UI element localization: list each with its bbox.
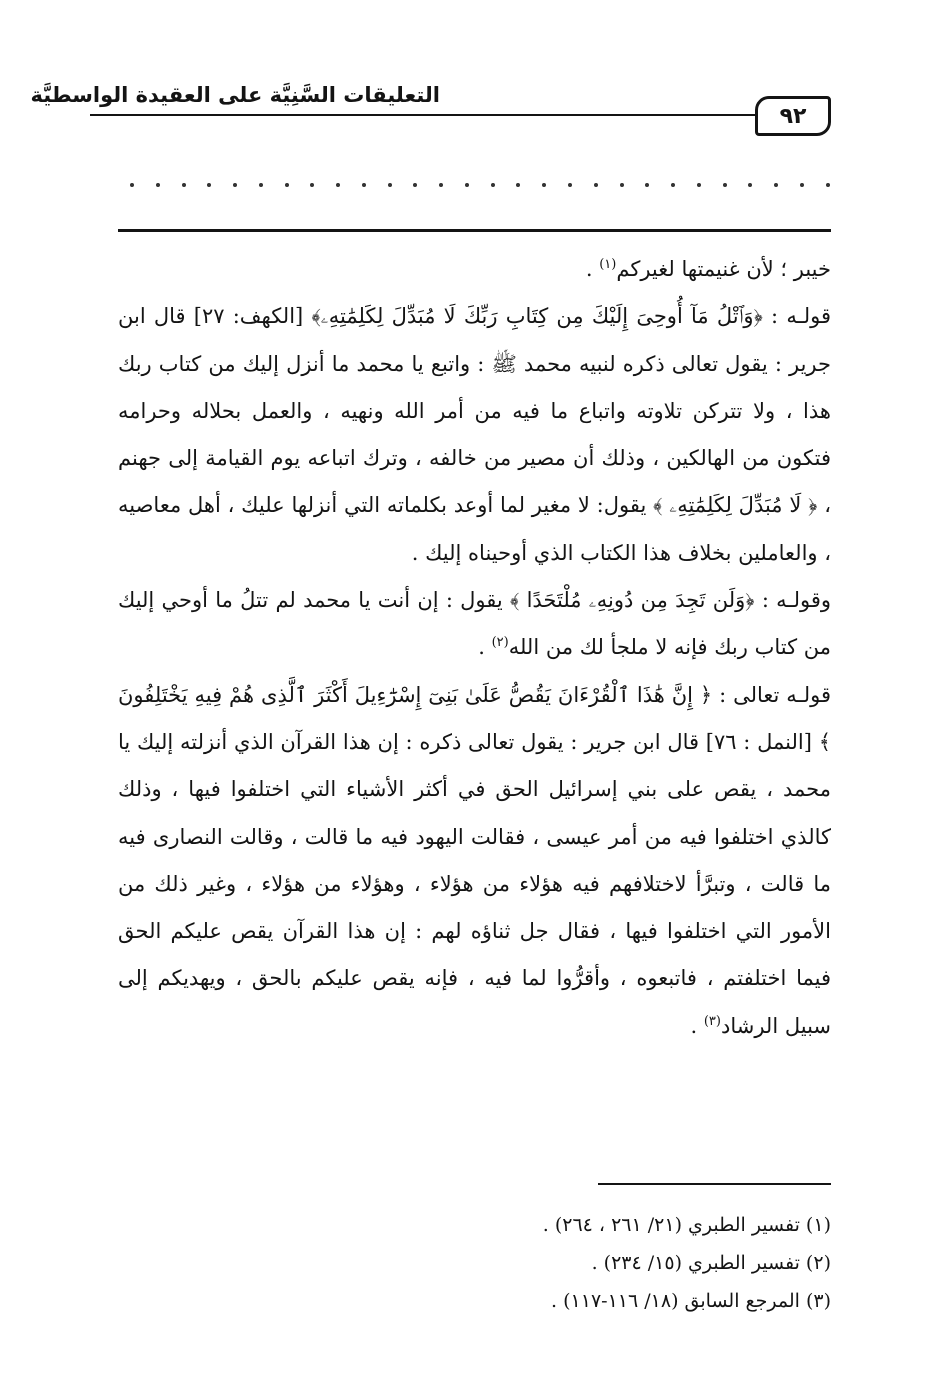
quran-verse: ﴿ لَا مُبَدِّلَ لِكَلِمَٰتِهِۦ ﴾ bbox=[653, 493, 818, 518]
dot bbox=[413, 183, 417, 187]
paragraph-end: . bbox=[690, 1013, 704, 1038]
dot bbox=[516, 183, 520, 187]
paragraph-2 bbox=[118, 293, 831, 577]
footnote-1: (١) تفسير الطبري (٢١/ ٢٦١ ، ٢٦٤) . bbox=[542, 1214, 831, 1236]
ellipsis-dots bbox=[130, 170, 830, 200]
header-rule bbox=[90, 114, 758, 116]
dot bbox=[310, 183, 314, 187]
footnote-2: (٢) تفسير الطبري (١٥/ ٢٣٤) . bbox=[591, 1252, 831, 1274]
paragraph-text: يقول : إن أنت يا محمد لم تتلُ ما أوحي إليك من كتاب ربك فإنه لا ملجأ لك من الله bbox=[118, 588, 831, 660]
paragraph-3 bbox=[118, 577, 831, 672]
dot bbox=[671, 183, 675, 187]
dot bbox=[465, 183, 469, 187]
dot bbox=[207, 183, 211, 187]
separator-rule bbox=[118, 229, 831, 232]
dot bbox=[336, 183, 340, 187]
paragraph-lead: قولـه : bbox=[762, 304, 832, 329]
paragraph-end: . bbox=[478, 635, 492, 660]
paragraph-text: [الكهف: ٢٧] قال ابن جرير : يقول تعالى ذكره لنبيه محمد ﷺ : واتبع يا محمد ما أنزل إليك من كتاب ربك هذا ، ولا تتركن تلاوته واتباع ما فيه من أمر الله ونهيه ، والعمل بحلاله وحرامه فتكون من الهالكين ، وذلك أن مصير من خالفه ، وترك اتباعه يوم القيامة إلى جهنم ، bbox=[118, 304, 831, 518]
dot bbox=[774, 183, 778, 187]
quran-verse: ﴿وَلَن تَجِدَ مِن دُونِهِۦ مُلْتَحَدًا ﴾ bbox=[510, 588, 755, 613]
page-number-box bbox=[755, 96, 831, 136]
footnote-ref: (١) bbox=[599, 257, 617, 272]
paragraph-text: [النمل : ٧٦] قال ابن جرير : يقول تعالى ذكره : إن هذا القرآن الذي أنزلته إليك يا محمد ، يقص على بني إسرائيل الحق في أكثر الأشياء التي اختلفوا فيها ، وذلك كالذي اختلفوا فيه من أمر عيسى ، فقالت اليهود فيه ما قالت ، وقالت النصارى فيه ما قالت ، وتبرَّأ لاختلافهم فيه هؤلاء من هؤلاء ، وهؤلاء من هؤلاء ، وغير ذلك من الأمور التي اختلفوا فيها ، فقال جل ثناؤه لهم : إن هذا القرآن يقص عليكم الحق فيما اختلفتم ، فاتبعوه ، وأقرُّوا لما فيه ، فإنه يقص عليكم بالحق ، ويهديكم إلى سبيل الرشاد bbox=[118, 729, 831, 1038]
footnote-ref: (٣) bbox=[703, 1013, 721, 1029]
running-title: التعليقات السَّنِيَّة على العقيدة الواسطيَّة bbox=[30, 83, 440, 107]
paragraph-lead: قولـه تعالى : bbox=[712, 682, 831, 707]
paragraph-end: . bbox=[585, 257, 600, 281]
main-text bbox=[118, 246, 831, 1050]
dot bbox=[259, 183, 263, 187]
dot bbox=[645, 183, 649, 187]
dot bbox=[723, 183, 727, 187]
footnotes bbox=[300, 1206, 831, 1320]
paragraph-text: خيبر ؛ لأن غنيمتها لغيركم bbox=[616, 257, 831, 281]
dot bbox=[285, 183, 289, 187]
dot bbox=[439, 183, 443, 187]
dot bbox=[568, 183, 572, 187]
dot bbox=[491, 183, 495, 187]
quran-verse: ﴿ إِنَّ هَٰذَا ٱلْقُرْءَانَ يَقُصُّ عَلَىٰ بَنِىٓ إِسْرَٰٓءِيلَ أَكْثَرَ ٱلَّذِى هُمْ فِيهِ يَخْتَلِفُونَ ﴾ bbox=[118, 682, 831, 754]
dot bbox=[826, 183, 830, 187]
page-number: ٩٢ bbox=[779, 103, 807, 129]
paragraph-text: يقول: لا مغير لما أوعد بكلماته التي أنزلها عليك ، أهل معاصيه ، والعاملين بخلاف هذا الكتاب الذي أوحيناه إليك . bbox=[118, 493, 831, 565]
paragraph-1 bbox=[118, 246, 831, 293]
dot bbox=[800, 183, 804, 187]
paragraph-4 bbox=[118, 672, 831, 1050]
dot bbox=[594, 183, 598, 187]
quran-verse: ﴿وَٱتْلُ مَآ أُوحِىَ إِلَيْكَ مِن كِتَابِ رَبِّكَ لَا مُبَدِّلَ لِكَلِمَٰتِهِۦ﴾ bbox=[311, 304, 763, 329]
dot bbox=[388, 183, 392, 187]
dot bbox=[362, 183, 366, 187]
dot bbox=[620, 183, 624, 187]
paragraph-lead: وقولـه : bbox=[754, 588, 832, 613]
dot bbox=[542, 183, 546, 187]
footnote-3: (٣) المرجع السابق (١٨/ ١١٦-١١٧) . bbox=[551, 1290, 831, 1312]
dot bbox=[130, 183, 134, 187]
dot bbox=[182, 183, 186, 187]
dot bbox=[156, 183, 160, 187]
dot bbox=[748, 183, 752, 187]
footnote-rule bbox=[598, 1183, 831, 1185]
dot bbox=[233, 183, 237, 187]
dot bbox=[697, 183, 701, 187]
footnote-ref: (٢) bbox=[491, 635, 509, 651]
